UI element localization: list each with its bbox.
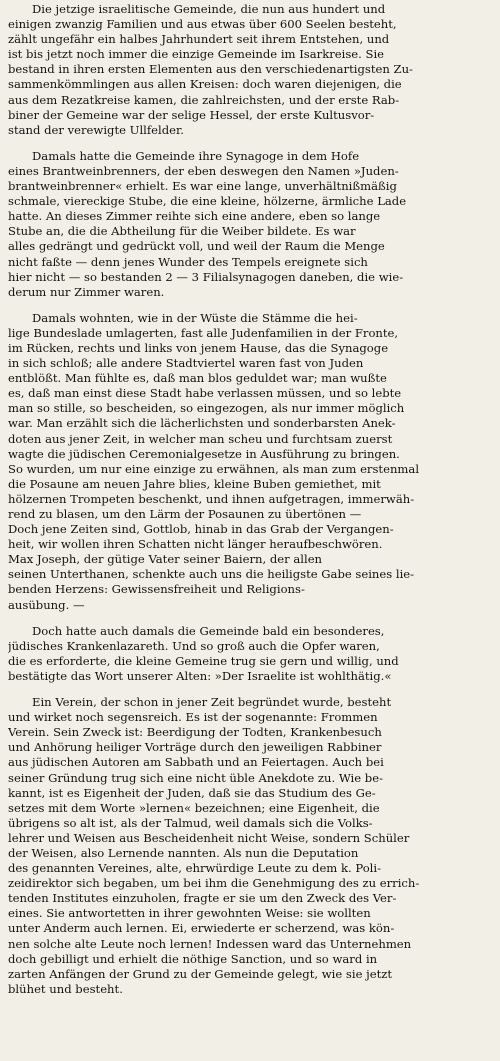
paragraph-5 [8, 695, 492, 997]
text-line: Stube an, die die Abtheilung für die Weiber bildete. Es war [8, 224, 356, 239]
text-line: bestand in ihren ersten Elementen aus den verschiedenartigsten Zu- [8, 62, 413, 77]
text-line: und wirket noch segensreich. Es ist der sogenannte: Frommen [8, 710, 378, 725]
text-line: brantweinbrenner« erhielt. Es war eine lange, unverhältnißmäßig [8, 179, 397, 194]
text-line: rend zu blasen, um den Lärm der Posaunen zu übertönen — [8, 507, 362, 521]
text-line: Die jetzige israelitische Gemeinde, die nun aus hundert und [32, 2, 386, 16]
paragraph-1 [8, 2, 492, 138]
text-line: zeidirektor sich begaben, um bei ihm die Genehmigung des zu errich- [8, 876, 420, 891]
text-line: und Anhörung heiliger Vorträge durch den jeweiligen Rabbiner [8, 740, 382, 755]
text-line: wagte die jüdischen Ceremonialgesetze in Ausführung zu bringen. [8, 446, 400, 461]
text-line: bestätigte das Wort unserer Alten: »Der Israelite ist wohlthätig.« [8, 668, 392, 683]
text-line: hölzernen Trompeten beschenkt, und ihnen aufgetragen, immerwäh- [8, 491, 415, 506]
text-line: Doch jene Zeiten sind, Gottlob, hinab in das Grab der Vergangen- [8, 522, 394, 537]
text-line: benden Herzens: Gewissensfreiheit und Religions- [8, 582, 305, 597]
text-line: stand der verewigte Ullfelder. [8, 122, 184, 137]
text-line: nicht faßte — denn jenes Wunder des Tempels ereignete sich [8, 254, 368, 269]
text-line: Verein. Sein Zweck ist: Beerdigung der Todten, Krankenbesuch [8, 725, 382, 740]
text-line: hatte. An dieses Zimmer reihte sich eine andere, eben so lange [8, 209, 381, 224]
text-line: Doch hatte auch damals die Gemeinde bald ein besonderes, [32, 623, 385, 638]
text-line: eines Brantweinbrenners, der eben deswegen den Namen »Juden- [8, 163, 399, 178]
text-line: jüdisches Krankenlazareth. Und so groß auch die Opfer waren, [8, 638, 380, 653]
text-line: einigen zwanzig Familien und aus etwas über 600 Seelen besteht, [8, 17, 397, 32]
text-line: doch gebilligt und erhielt die nöthige Sanction, und so ward in [8, 951, 378, 966]
text-line: war. Man erzählt sich die lächerlichsten und sonderbarsten Anek- [8, 416, 396, 431]
text-line: So wurden, um nur eine einzige zu erwähnen, als man zum erstenmal [8, 461, 420, 476]
text-line: derum nur Zimmer waren. [8, 284, 165, 299]
text-line: setzes mit dem Worte »lernen« bezeichnen; eine Eigenheit, die [8, 800, 380, 815]
text-line: in sich schloß; alle andere Stadtviertel waren fast von Juden [8, 356, 364, 371]
text-line: aus dem Rezatkreise kamen, die zahlreichsten, und der erste Rab- [8, 92, 400, 107]
text-line: alles gedrängt und gedrückt voll, und weil der Raum die Menge [8, 239, 385, 254]
text-line: lehrer und Weisen aus Bescheidenheit nicht Weise, sondern Schüler [8, 830, 410, 845]
text-line: tenden Institutes einzuholen, fragte er sie um den Zweck des Ver- [8, 891, 397, 906]
text-line: aus jüdischen Autoren am Sabbath und an Feiertagen. Auch bei [8, 755, 384, 770]
text-line: lige Bundeslade umlagerten, fast alle Judenfamilien in der Fronte, [8, 325, 399, 340]
text-line: sammenkömmlingen aus allen Kreisen: doch waren diejenigen, die [8, 77, 402, 92]
text-line: entblößt. Man fühlte es, daß man blos geduldet war; man wußte [8, 371, 387, 386]
text-line: hier nicht — so bestanden 2 — 3 Filialsynagogen daneben, die wie- [8, 269, 404, 284]
text-line: heit, wir wollen ihren Schatten nicht länger heraufbeschwören. [8, 537, 383, 552]
text-line: übrigens so alt ist, als der Talmud, weil damals sich die Volks- [8, 815, 373, 830]
text-line: ist bis jetzt noch immer die einzige Gemeinde im Isarkreise. Sie [8, 47, 385, 62]
text-line: der Weisen, also Lernende nannten. Als nun die Deputation [8, 845, 359, 860]
text-line: doten aus jener Zeit, in welcher man scheu und furchtsam zuerst [8, 431, 393, 446]
text-line: blühet und besteht. [8, 981, 123, 996]
paragraph-4 [8, 624, 492, 684]
text-line: biner der Gemeine war der selige Hessel, der erste Kultusvor- [8, 107, 375, 122]
text-line: seiner Gründung trug sich eine nicht üble Anekdote zu. Wie be- [8, 770, 384, 785]
paragraph-gap [8, 138, 492, 149]
text-line: zählt ungefähr ein halbes Jahrhundert seit ihrem Entstehen, und [8, 32, 390, 47]
text-line: kannt, ist es Eigenheit der Juden, daß sie das Studium des Ge- [8, 785, 376, 800]
text-line: Max Joseph, der gütige Vater seiner Baiern, der allen [8, 552, 323, 567]
text-line: zarten Anfängen der Grund zu der Gemeinde gelegt, wie sie jetzt [8, 966, 392, 981]
text-line: ausübung. — [8, 597, 85, 612]
text-line: unter Anderm auch lernen. Ei, erwiederte er scherzend, was kön- [8, 921, 395, 936]
text-line: im Rücken, rechts und links von jenem Hause, das die Synagoge [8, 340, 389, 355]
text-line: Damals wohnten, wie in der Wüste die Stämme die hei- [32, 310, 358, 325]
text-line: des genannten Vereines, alte, ehrwürdige Leute zu dem k. Poli- [8, 861, 382, 876]
paragraph-gap [8, 300, 492, 311]
paragraph-gap [8, 684, 492, 695]
paragraph-3 [8, 311, 492, 613]
text-line: nen solche alte Leute noch lernen! Indessen ward das Unternehmen [8, 936, 412, 951]
text-line: die Posaune am neuen Jahre blies, kleine Buben gemiethet, mit [8, 476, 381, 491]
text-line: es, daß man einst diese Stadt habe verlassen müssen, und so lebte [8, 386, 402, 401]
text-line: eines. Sie antwortetten in ihrer gewohnten Weise: sie wollten [8, 906, 371, 921]
text-line: seinen Unterthanen, schenkte auch uns die heiligste Gabe seines lie- [8, 567, 415, 582]
text-line: Ein Verein, der schon in jener Zeit begründet wurde, besteht [32, 695, 392, 710]
text-line: man so stille, so bescheiden, so eingezogen, als nur immer möglich [8, 401, 405, 416]
paragraph-2 [8, 149, 492, 300]
text-line: Damals hatte die Gemeinde ihre Synagoge in dem Hofe [32, 148, 360, 163]
text-line: die es erforderte, die kleine Gemeine trug sie gern und willig, und [8, 653, 399, 668]
text-line: schmale, viereckige Stube, die eine kleine, hölzerne, ärmliche Lade [8, 194, 407, 209]
paragraph-gap [8, 613, 492, 624]
